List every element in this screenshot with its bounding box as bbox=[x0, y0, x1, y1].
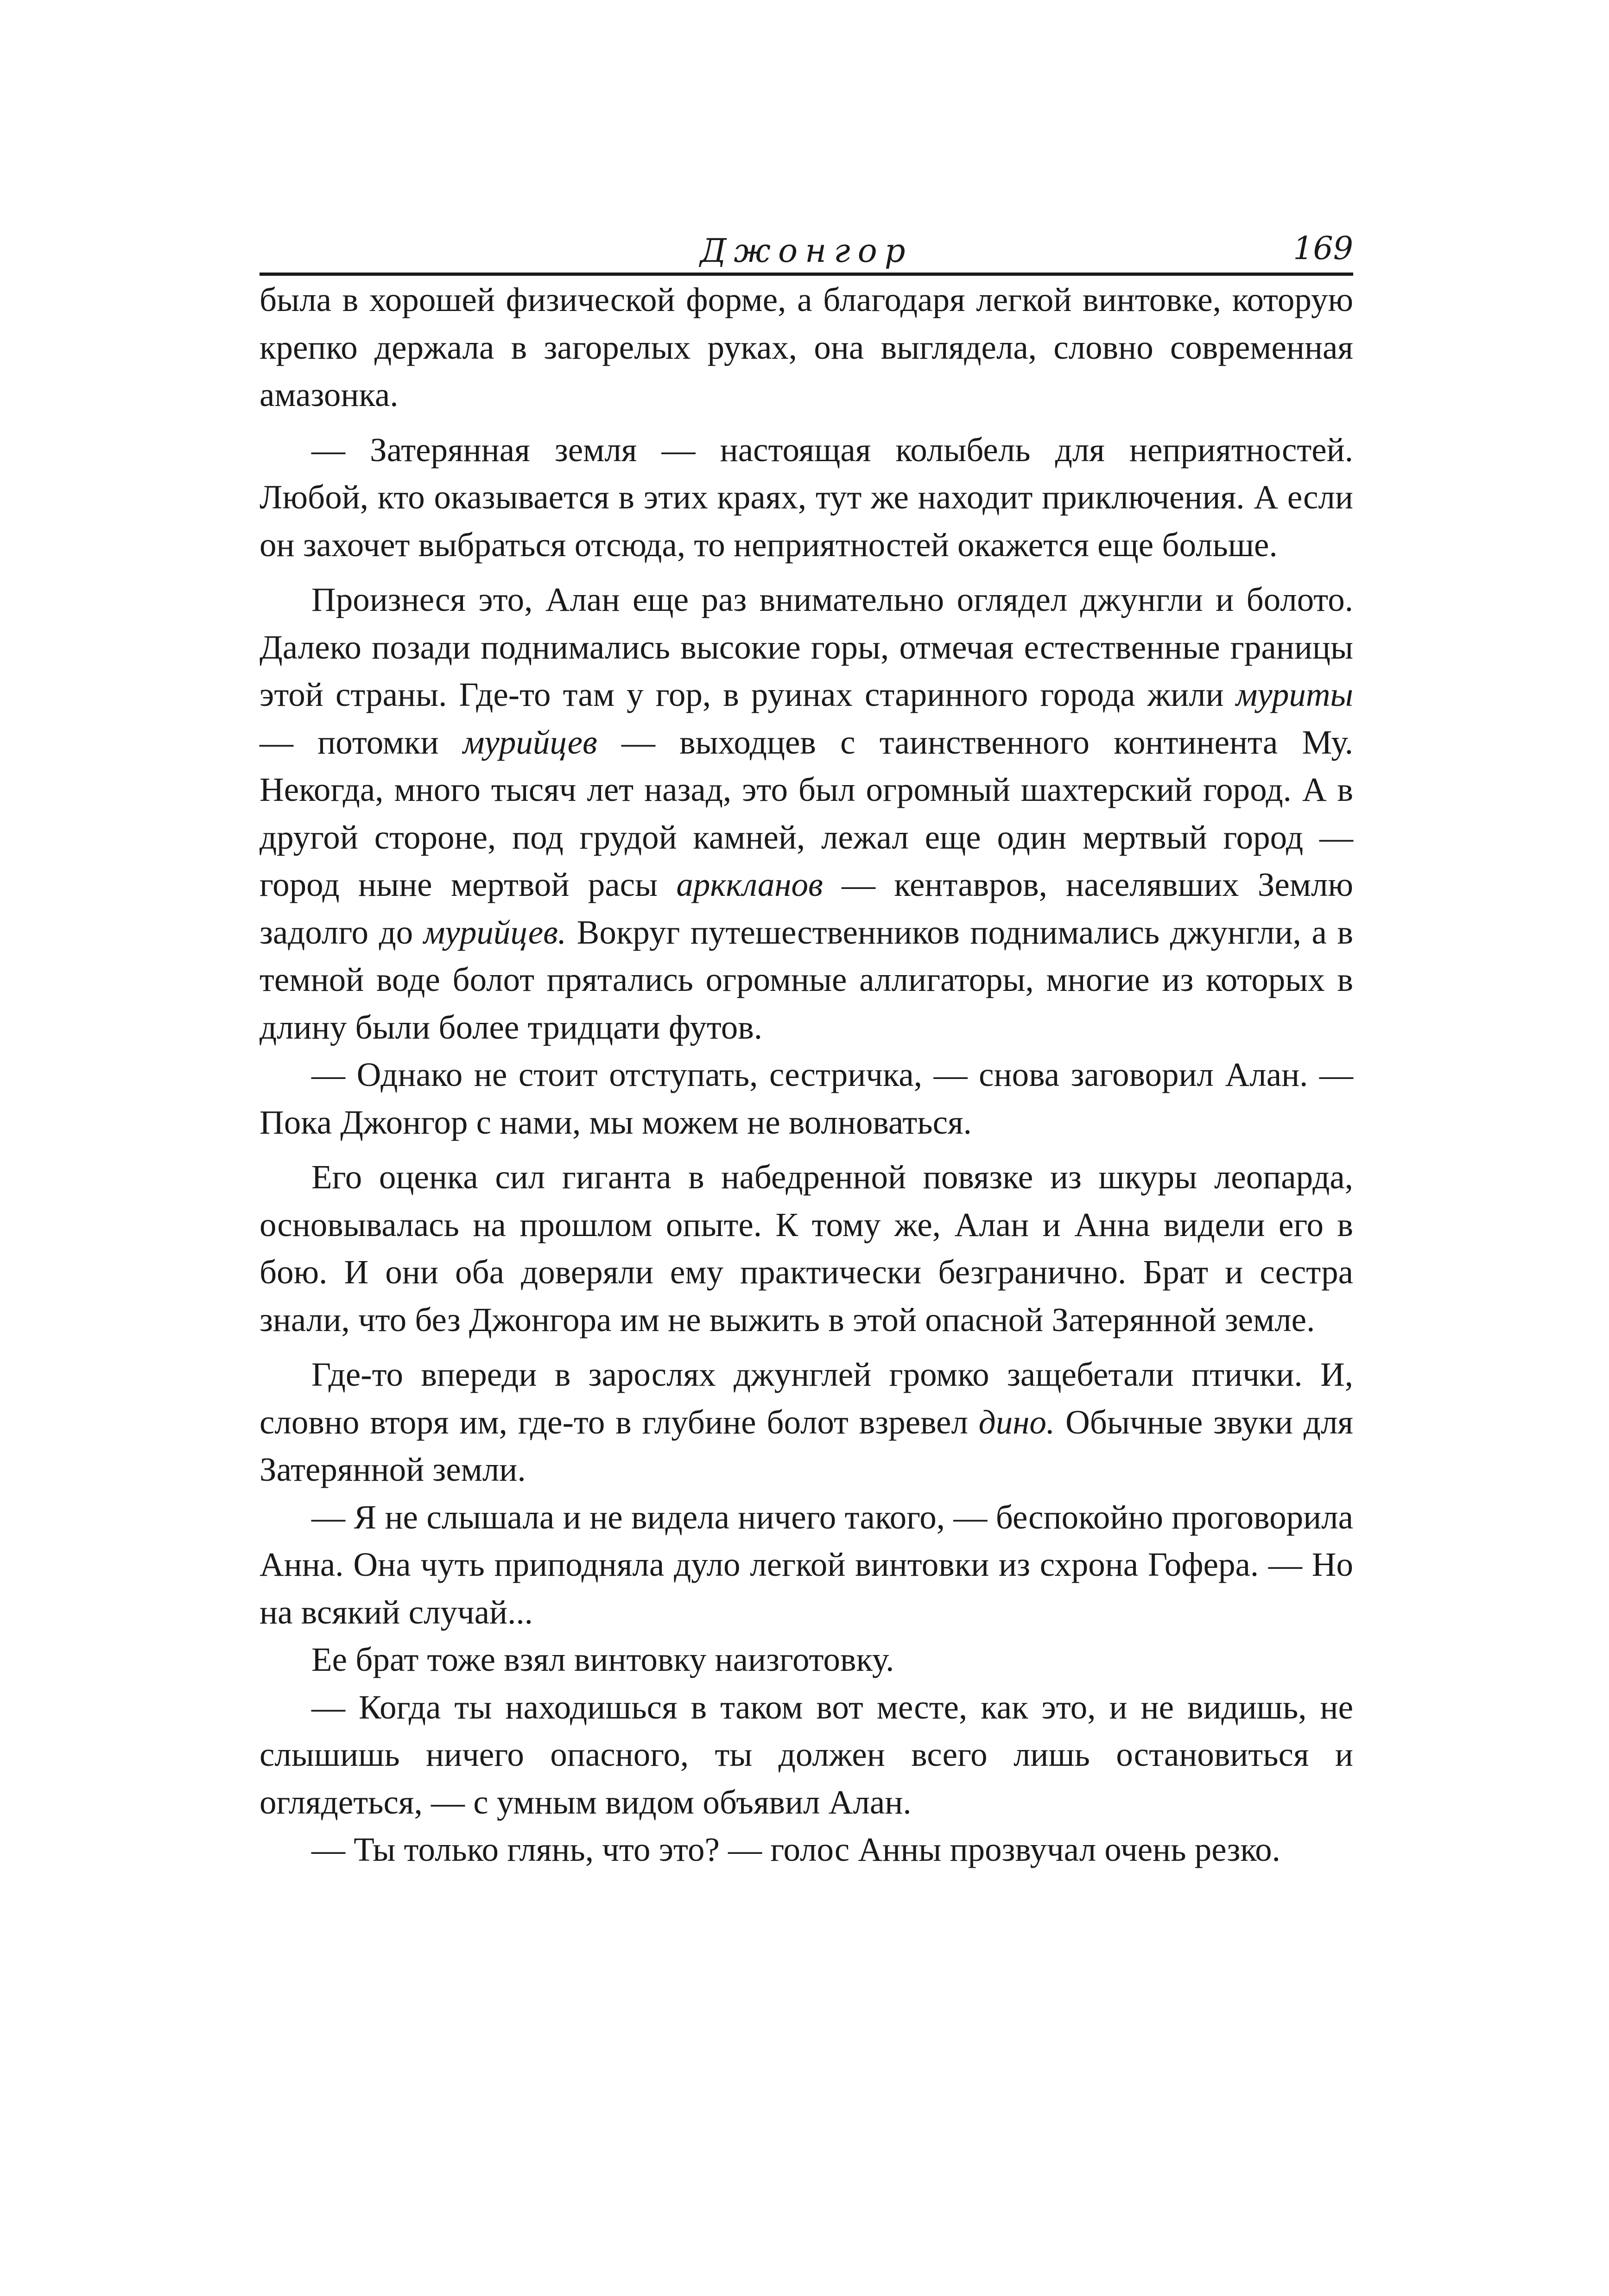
paragraph-2 bbox=[260, 426, 1353, 569]
italic-term: мурийцев bbox=[462, 723, 597, 761]
text-segment: была в хорошей физической форме, а благодаря легкой винтовке, которую крепко держала в загорелых руках, она выглядела, словно современная амазонка. bbox=[260, 281, 1353, 413]
text-segment: Ее брат тоже взял винтовку наизготовку. bbox=[311, 1641, 894, 1678]
paragraph-7 bbox=[260, 1494, 1353, 1636]
text-segment: — Ты только глянь, что это? — голос Анны прозвучал очень резко. bbox=[311, 1831, 1280, 1868]
page-number: 169 bbox=[1293, 230, 1353, 267]
paragraph-10 bbox=[260, 1826, 1353, 1874]
paragraph-8 bbox=[260, 1636, 1353, 1684]
paragraph-9 bbox=[260, 1684, 1353, 1827]
paragraph-4 bbox=[260, 1051, 1353, 1146]
paragraph-1 bbox=[260, 276, 1353, 419]
text-segment: Где-то впереди в зарослях джунглей громко защебетали птички. И, словно вторя им, где-то в глубине болот взревел bbox=[260, 1356, 1353, 1441]
text-segment: — Когда ты находишься в таком вот месте, как это, и не видишь, не слышишь ничего опасного, ты должен всего лишь остановиться и оглядеться, — с умным видом объявил Алан. bbox=[260, 1688, 1353, 1821]
paragraph-3 bbox=[260, 576, 1353, 1051]
text-segment: — кентавров, населявших Землю задолго до bbox=[260, 866, 1353, 951]
text-segment: Произнеся это, Алан еще раз внимательно оглядел джунгли и болото. Далеко позади поднимались высокие горы, отмечая естественные границы этой страны. Где-то там у гор, в руинах старинного города жили bbox=[260, 581, 1353, 713]
text-segment: — Однако не стоит отступать, сестричка, — снова заговорил Алан. — Пока Джонгор с нами, мы можем не волноваться. bbox=[260, 1056, 1353, 1141]
body-text bbox=[260, 276, 1353, 1874]
italic-term: дино. bbox=[978, 1403, 1055, 1441]
paragraph-6 bbox=[260, 1351, 1353, 1494]
text-segment: Обычные звуки для Затерянной земли. bbox=[260, 1403, 1354, 1488]
text-segment: — Затерянная земля — настоящая колыбель для неприятностей. Любой, кто оказывается в этих краях, тут же находит приключения. А если он захочет выбраться отсюда, то неприятностей окажется еще больше. bbox=[260, 431, 1353, 564]
text-segment: — выходцев с таинственного континента Му. Некогда, много тысяч лет назад, это был огромный шахтерский город. А в другой стороне, под грудой камней, лежал еще один мертвый город — город ныне мертвой расы bbox=[260, 723, 1353, 903]
book-page bbox=[260, 204, 1354, 1868]
running-head bbox=[260, 204, 1353, 276]
text-segment: Его оценка сил гиганта в набедренной повязке из шкуры леопарда, основывалась на прошлом опыте. К тому же, Алан и Анна видели его в бою. И они оба доверяли ему практически безгранично. Брат и сестра знали, что без Джонгора им не выжить в этой опасной Затерянной земле. bbox=[260, 1158, 1353, 1338]
italic-term: арккланов bbox=[676, 866, 823, 903]
running-head-title: Джонгор bbox=[700, 232, 913, 270]
text-segment: Вокруг путешественников поднимались джунгли, а в темной воде болот прятались огромные аллигаторы, многие из которых в длину были более тридцати футов. bbox=[260, 913, 1353, 1046]
text-segment: — потомки bbox=[260, 723, 463, 761]
italic-term: мурийцев. bbox=[423, 913, 567, 951]
text-segment: — Я не слышала и не видела ничего такого, — беспокойно проговорила Анна. Она чуть приподняла дуло легкой винтовки из схрона Гофера. — Но на всякий случай... bbox=[260, 1498, 1353, 1631]
paragraph-5 bbox=[260, 1154, 1353, 1344]
italic-term: муриты bbox=[1235, 676, 1353, 713]
